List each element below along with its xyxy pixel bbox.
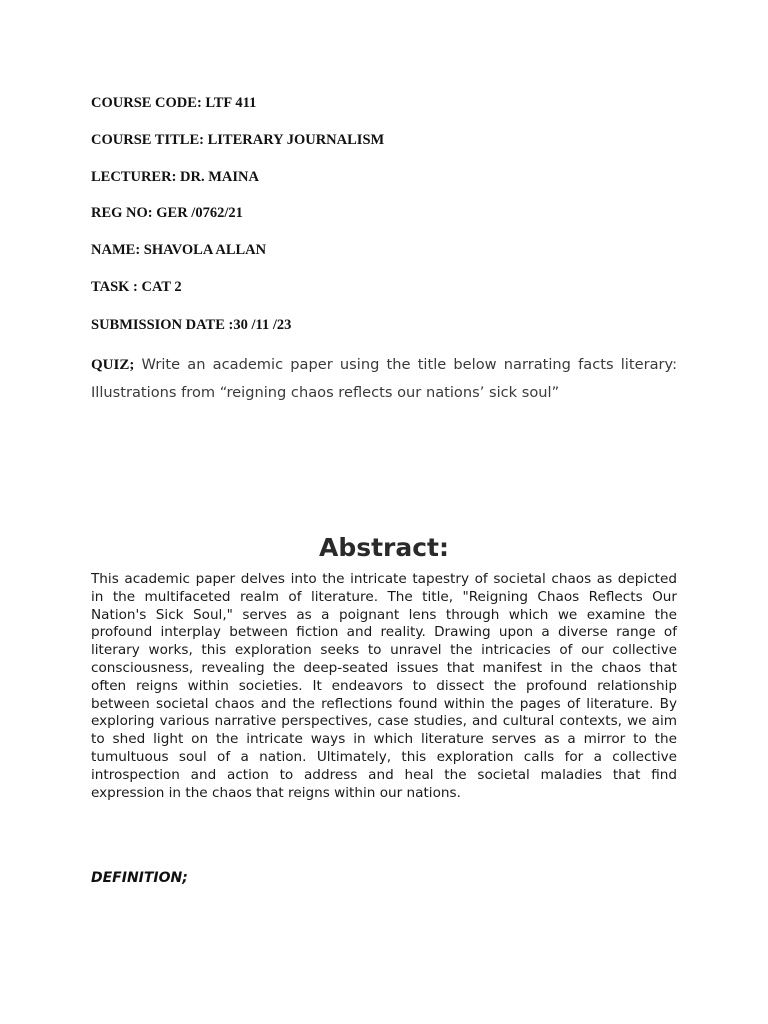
submission-date-value: 30 /11 /23 [233, 317, 292, 333]
student-name-value: SHAVOLA ALLAN [143, 242, 267, 258]
quiz-label: QUIZ; [91, 357, 135, 373]
course-title-separator: : [199, 132, 208, 148]
task-line [91, 278, 182, 296]
lecturer-separator: : [171, 169, 181, 185]
submission-date-line [91, 316, 291, 334]
lecturer-line [91, 168, 259, 186]
submission-date-separator: : [224, 317, 234, 333]
lecturer-label: LECTURER [91, 169, 172, 185]
submission-date-label: SUBMISSION DATE [91, 317, 225, 333]
quiz-text: Write an academic paper using the title below narrating facts literary: Illustrations from “reigning chaos reflects our nations’ sick soul” [91, 356, 677, 401]
task-separator: : [129, 279, 142, 295]
course-code-separator: : [196, 95, 206, 111]
student-name-label: NAME [91, 242, 136, 258]
course-title-value: LITERARY JOURNALISM [207, 132, 385, 148]
course-title-line [91, 131, 384, 149]
task-label: TASK [91, 279, 130, 295]
course-code-label: COURSE CODE [91, 95, 197, 111]
course-title-label: COURSE TITLE [91, 132, 200, 148]
reg-no-line [91, 204, 243, 222]
abstract-heading: Abstract: [318, 533, 450, 562]
course-code-line [91, 94, 256, 112]
lecturer-value: DR. MAINA [180, 169, 259, 185]
abstract-body: This academic paper delves into the intricate tapestry of societal chaos as depicted in the multifaceted realm of literature. The title, "Reigning Chaos Reflects Our Nation's Sick Soul," serves as a poignant lens through which we examine the profound interplay between fiction and reality. Drawing upon a diverse range of literary works, this exploration seeks to unravel the intricacies of our collective consciousness, revealing the deep-seated issues that manifest in the chaos that often reigns within societies. It endeavors to dissect the profound relationship between societal chaos and the reflections found within the pages of literature. By exploring various narrative perspectives, case studies, and cultural contexts, we aim to shed light on the intricate ways in which literature serves as a mirror to the tumultuous soul of a nation. Ultimately, this exploration calls for a collective introspection and action to address and heal the societal maladies that find expression in the chaos that reigns within our nations. [91, 571, 677, 801]
definition-heading: DEFINITION; [91, 870, 188, 886]
quiz-paragraph [91, 351, 677, 407]
course-code-value: LTF 411 [205, 95, 257, 111]
reg-no-value: GER /0762/21 [156, 205, 243, 221]
reg-no-separator: : [147, 205, 157, 221]
student-name-separator: : [135, 242, 144, 258]
reg-no-label: REG NO [91, 205, 148, 221]
student-name-line [91, 241, 266, 259]
task-value: CAT 2 [141, 279, 182, 295]
